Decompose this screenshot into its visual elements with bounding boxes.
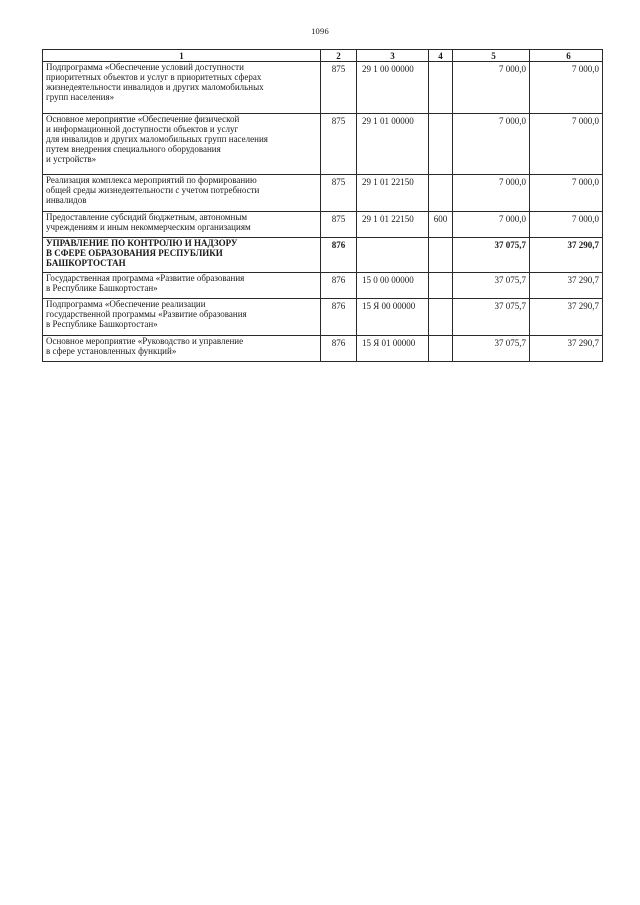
row-expense-type: 600 [429,212,453,238]
row-name: Подпрограмма «Обеспечение реализации государственной программы «Развитие образования в Республике Башкортостан» [43,299,321,336]
row-ministry-code: 875 [321,114,357,175]
table-row [43,62,603,114]
row-target-article: 29 1 00 00000 [357,62,429,114]
row-amount-col6: 7 000,0 [530,114,603,175]
row-expense-type [429,238,453,273]
row-name: Основное мероприятие «Обеспечение физической и информационной доступности объектов и услуг для инвалидов и других маломобильных групп населения путем внедрения специального оборудования и устройств» [43,114,321,175]
row-amount-col6: 7 000,0 [530,62,603,114]
row-amount-col5: 7 000,0 [453,62,530,114]
row-ministry-code: 876 [321,336,357,362]
table-row [43,212,603,238]
row-name: Подпрограмма «Обеспечение условий доступности приоритетных объектов и услуг в приоритетных сферах жизнедеятельности инвалидов и других маломобильных групп населения» [43,62,321,114]
row-ministry-code: 875 [321,175,357,212]
table-header-row [43,50,603,62]
row-amount-col5: 37 075,7 [453,273,530,299]
row-amount-col5: 37 075,7 [453,299,530,336]
table-row [43,114,603,175]
row-amount-col6: 7 000,0 [530,212,603,238]
page-number: 1096 [311,26,329,36]
budget-table [42,49,603,362]
row-expense-type [429,273,453,299]
table-body [43,62,603,362]
row-amount-col5: 37 075,7 [453,238,530,273]
row-name: Государственная программа «Развитие образования в Республике Башкортостан» [43,273,321,299]
table-row [43,299,603,336]
row-ministry-code: 875 [321,212,357,238]
row-amount-col5: 7 000,0 [453,114,530,175]
row-target-article: 15 0 00 00000 [357,273,429,299]
row-ministry-code: 876 [321,238,357,273]
row-ministry-code: 875 [321,62,357,114]
row-amount-col5: 7 000,0 [453,175,530,212]
row-expense-type [429,114,453,175]
row-expense-type [429,62,453,114]
row-target-article: 15 Я 01 00000 [357,336,429,362]
row-amount-col6: 37 290,7 [530,273,603,299]
column-header-1: 1 [43,50,321,62]
column-header-3: 3 [357,50,429,62]
row-ministry-code: 876 [321,273,357,299]
row-target-article: 29 1 01 22150 [357,175,429,212]
row-expense-type [429,175,453,212]
row-expense-type [429,299,453,336]
table-row [43,336,603,362]
row-name: Реализация комплекса мероприятий по формированию общей среды жизнедеятельности с учетом потребности инвалидов [43,175,321,212]
row-name: Предоставление субсидий бюджетным, автономным учреждениям и иным некоммерческим организациям [43,212,321,238]
row-target-article: 29 1 01 22150 [357,212,429,238]
table-row [43,238,603,273]
row-target-article: 29 1 01 00000 [357,114,429,175]
row-amount-col6: 37 290,7 [530,238,603,273]
column-header-6: 6 [530,50,603,62]
table-row [43,175,603,212]
row-amount-col6: 7 000,0 [530,175,603,212]
row-expense-type [429,336,453,362]
row-ministry-code: 876 [321,299,357,336]
column-header-2: 2 [321,50,357,62]
row-amount-col6: 37 290,7 [530,299,603,336]
row-amount-col6: 37 290,7 [530,336,603,362]
column-header-5: 5 [453,50,530,62]
row-target-article [357,238,429,273]
row-name: УПРАВЛЕНИЕ ПО КОНТРОЛЮ И НАДЗОРУ В СФЕРЕ ОБРАЗОВАНИЯ РЕСПУБЛИКИ БАШКОРТОСТАН [43,238,321,273]
table-row [43,273,603,299]
row-amount-col5: 7 000,0 [453,212,530,238]
row-name: Основное мероприятие «Руководство и управление в сфере установленных функций» [43,336,321,362]
row-target-article: 15 Я 00 00000 [357,299,429,336]
column-header-4: 4 [429,50,453,62]
row-amount-col5: 37 075,7 [453,336,530,362]
